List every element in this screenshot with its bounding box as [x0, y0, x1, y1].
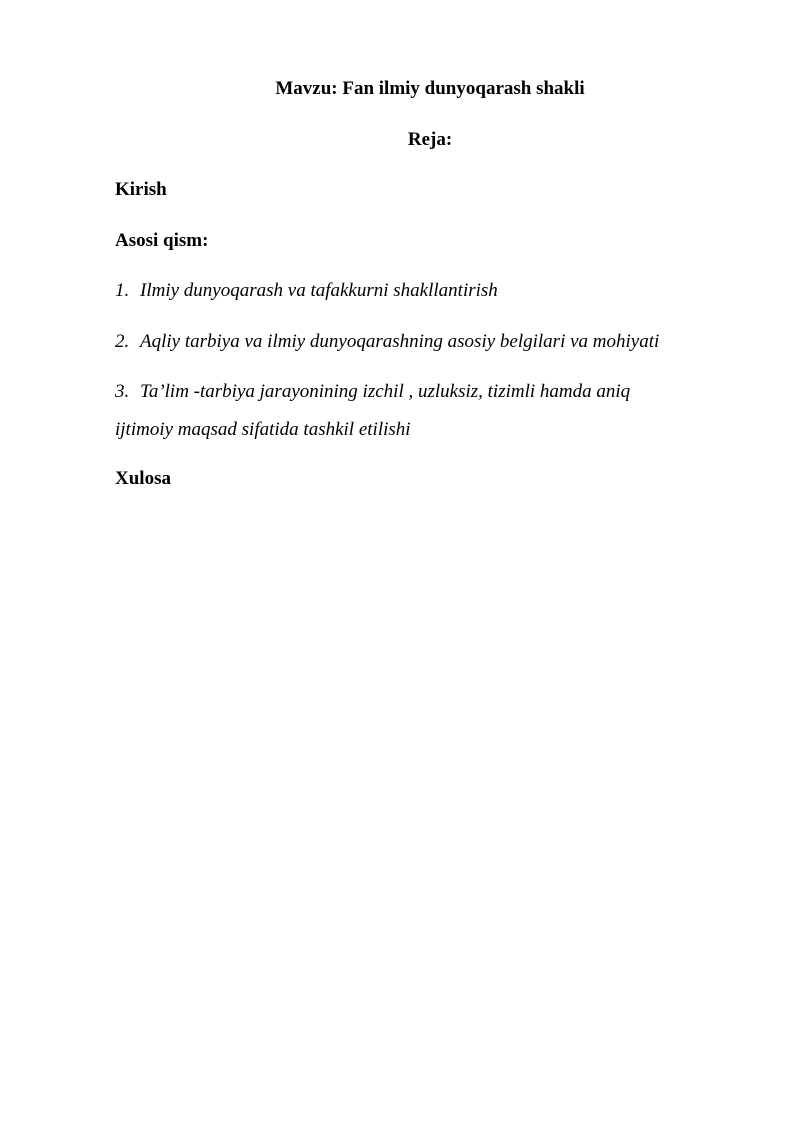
conclusion-heading: Xulosa [115, 468, 171, 489]
document-title: Mavzu: Fan ilmiy dunyoqarash shakli [275, 78, 585, 99]
intro-heading: Kirish [115, 179, 167, 200]
plan-item-number: 1. [115, 280, 130, 301]
plan-item-3-continuation: ijtimoiy maqsad sifatida tashkil etilishi [115, 419, 411, 440]
plan-item-2 [115, 330, 659, 354]
plan-item-3 [115, 380, 630, 404]
plan-item-text: Aqliy tarbiya va ilmiy dunyoqarashning asosiy belgilari va mohiyati [140, 331, 660, 352]
plan-item-number: 3. [115, 381, 130, 402]
main-part-heading: Asosi qism: [115, 230, 209, 251]
plan-item-1 [115, 279, 498, 303]
plan-item-number: 2. [115, 331, 130, 352]
plan-heading: Reja: [407, 129, 453, 150]
plan-item-text: Ta’lim -tarbiya jarayonining izchil , uzluksiz, tizimli hamda aniq [140, 381, 631, 402]
plan-item-text: Ilmiy dunyoqarash va tafakkurni shakllantirish [140, 280, 498, 301]
